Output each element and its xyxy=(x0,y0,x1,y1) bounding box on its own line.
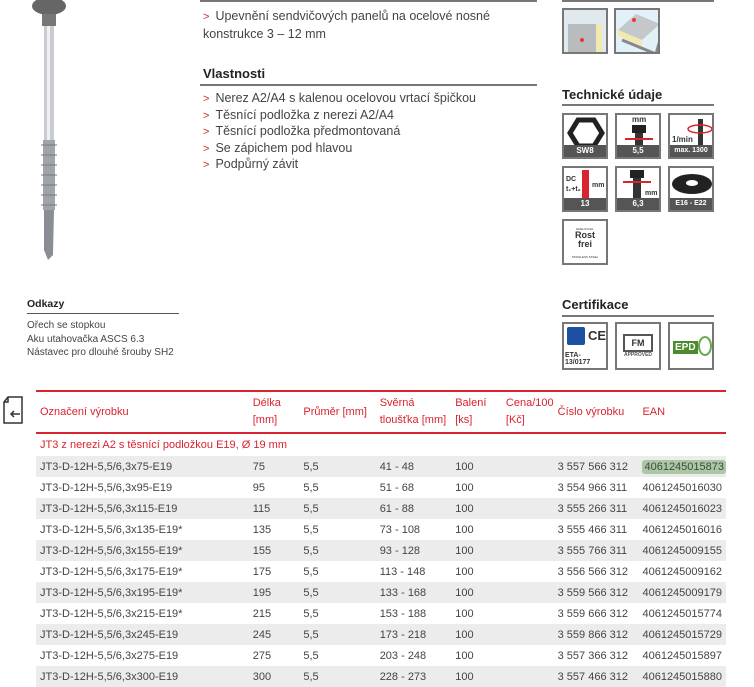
reference-link[interactable]: Nástavec pro dlouhé šrouby SH2 xyxy=(27,347,174,358)
column-header: EAN xyxy=(642,405,666,418)
column-header: Balení [ks] xyxy=(455,397,487,426)
ean-value: 4061245015873 xyxy=(644,460,724,473)
ean-value: 4061245015880 xyxy=(642,670,722,683)
table-cell xyxy=(451,498,502,519)
table-row[interactable] xyxy=(36,498,726,519)
cell-value: JT3-D-12H-5,5/6,3x175-E19* xyxy=(40,565,183,578)
cell-value: 3 559 566 312 xyxy=(557,586,628,599)
cell-value: JT3-D-12H-5,5/6,3x275-E19 xyxy=(40,649,179,662)
table-cell xyxy=(451,561,502,582)
certification-heading: Certifikace xyxy=(562,297,629,312)
washer-icon: E16 - E22 xyxy=(668,166,714,212)
table-cell xyxy=(451,603,502,624)
divider xyxy=(562,0,714,2)
cell-value: 95 xyxy=(252,481,265,494)
property-bullet: > Těsnící podložka z nerezi A2/A4 xyxy=(203,107,395,122)
screw-product-image xyxy=(25,0,75,262)
table-cell xyxy=(249,519,300,540)
cell-value: 3 555 766 311 xyxy=(557,544,628,557)
table-cell xyxy=(554,582,639,603)
cell-value: 228 - 273 xyxy=(379,670,427,683)
table-cell xyxy=(502,561,554,582)
cell-value: 75 xyxy=(252,460,265,473)
table-cell xyxy=(638,645,726,666)
cell-value: 3 559 666 312 xyxy=(557,607,628,620)
cell-value: 195 xyxy=(252,586,272,599)
table-cell xyxy=(502,498,554,519)
table-cell xyxy=(299,498,375,519)
table-cell xyxy=(299,519,375,540)
cell-value: JT3-D-12H-5,5/6,3x155-E19* xyxy=(40,544,183,557)
cell-value: 3 557 566 312 xyxy=(557,460,628,473)
table-cell xyxy=(502,540,554,561)
table-cell xyxy=(451,477,502,498)
cell-value: 203 - 248 xyxy=(379,649,427,662)
table-cell xyxy=(502,624,554,645)
table-cell xyxy=(554,645,639,666)
divider xyxy=(200,0,537,2)
table-row[interactable] xyxy=(36,624,726,645)
table-cell xyxy=(638,477,726,498)
table-cell xyxy=(554,603,639,624)
cell-value: 100 xyxy=(455,523,474,536)
table-cell xyxy=(36,582,249,603)
table-cell xyxy=(36,540,249,561)
table-cell xyxy=(554,498,639,519)
table-cell xyxy=(299,477,375,498)
cell-value: 3 556 566 312 xyxy=(557,565,628,578)
table-cell xyxy=(249,645,300,666)
cell-value: JT3-D-12H-5,5/6,3x245-E19 xyxy=(40,628,179,641)
table-cell xyxy=(249,603,300,624)
group-row xyxy=(36,433,726,456)
cell-value: JT3-D-12H-5,5/6,3x115-E19 xyxy=(40,502,178,515)
ean-value: 4061245009162 xyxy=(642,565,722,578)
table-cell xyxy=(451,624,502,645)
table-row[interactable] xyxy=(36,540,726,561)
table-cell xyxy=(376,477,452,498)
cell-value: 51 - 68 xyxy=(379,481,414,494)
cell-value: 3 557 466 312 xyxy=(557,670,628,683)
ean-value: 4061245016023 xyxy=(642,502,722,515)
cell-value: 5,5 xyxy=(303,670,319,683)
table-cell xyxy=(554,561,639,582)
table-cell xyxy=(638,456,726,477)
cell-value: 100 xyxy=(455,586,474,599)
cell-value: 5,5 xyxy=(303,565,319,578)
cell-value: 41 - 48 xyxy=(379,460,414,473)
cell-value: 173 - 218 xyxy=(379,628,427,641)
table-cell xyxy=(249,498,300,519)
table-cell xyxy=(376,519,452,540)
table-cell xyxy=(36,561,249,582)
cell-value: JT3-D-12H-5,5/6,3x75-E19 xyxy=(40,460,173,473)
table-cell xyxy=(376,645,452,666)
table-cell xyxy=(249,561,300,582)
cell-value: 100 xyxy=(455,502,474,515)
table-cell xyxy=(502,645,554,666)
cell-value: 100 xyxy=(455,565,474,578)
table-cell xyxy=(451,645,502,666)
cell-value: 61 - 88 xyxy=(379,502,414,515)
cell-value: 100 xyxy=(455,628,474,641)
table-cell xyxy=(376,582,452,603)
table-cell xyxy=(451,456,502,477)
table-row[interactable] xyxy=(36,477,726,498)
table-cell xyxy=(249,582,300,603)
reference-link[interactable]: Ořech se stopkou xyxy=(27,320,106,331)
divider xyxy=(27,313,179,314)
cell-value: 245 xyxy=(252,628,272,641)
cell-value: 3 555 466 311 xyxy=(557,523,628,536)
property-bullet: > Těsnící podložka předmontovaná xyxy=(203,124,401,138)
column-header: Délka [mm] xyxy=(252,397,281,426)
cell-value: 175 xyxy=(252,565,272,578)
property-bullet: > Nerez A2/A4 s kalenou ocelovou vrtací špičkou xyxy=(203,91,476,105)
properties-heading: Vlastnosti xyxy=(203,66,266,81)
cell-value: 3 554 966 311 xyxy=(557,481,628,494)
ean-value: 4061245016016 xyxy=(642,523,722,536)
table-cell xyxy=(451,582,502,603)
table-cell xyxy=(249,540,300,561)
cell-value: 100 xyxy=(455,649,474,662)
table-cell xyxy=(376,456,452,477)
cell-value: JT3-D-12H-5,5/6,3x95-E19 xyxy=(40,481,173,494)
table-cell xyxy=(638,561,726,582)
table-cell xyxy=(36,456,249,477)
thread-diameter-icon: mm 5,5 xyxy=(615,113,661,159)
cell-value: 155 xyxy=(252,544,272,557)
cell-value: 133 - 168 xyxy=(379,586,427,599)
table-cell xyxy=(451,540,502,561)
cell-value: 5,5 xyxy=(303,481,319,494)
ean-value: 4061245009155 xyxy=(642,544,722,557)
table-row[interactable] xyxy=(36,645,726,666)
cell-value: JT3-D-12H-5,5/6,3x135-E19* xyxy=(40,523,183,536)
table-cell xyxy=(376,540,452,561)
cell-value: 100 xyxy=(455,460,474,473)
cell-value: 3 557 366 312 xyxy=(557,649,628,662)
cell-value: 275 xyxy=(252,649,272,662)
ean-value: 4061245009179 xyxy=(642,586,722,599)
table-cell xyxy=(554,456,639,477)
table-cell xyxy=(299,561,375,582)
cell-value: 3 559 866 312 xyxy=(557,628,628,641)
ean-value: 4061245016030 xyxy=(642,481,722,494)
table-cell xyxy=(299,645,375,666)
cell-value: 5,5 xyxy=(303,460,319,473)
rostfrei-stainless-icon: EDELSTAHL Rost frei STAINLESS STEEL xyxy=(562,219,608,265)
reference-link[interactable]: Aku utahovačka ASCS 6.3 xyxy=(27,334,145,345)
cell-value: 5,5 xyxy=(303,523,319,536)
table-cell xyxy=(36,603,249,624)
table-cell xyxy=(36,519,249,540)
cell-value: 300 xyxy=(252,670,272,683)
ean-value: 4061245015729 xyxy=(642,628,722,641)
table-cell xyxy=(502,477,554,498)
table-cell xyxy=(299,540,375,561)
hex-drive-icon: SW8 xyxy=(562,113,608,159)
product-table xyxy=(36,390,726,687)
cell-value: 5,5 xyxy=(303,502,319,515)
table-header-row xyxy=(36,391,726,433)
table-row[interactable] xyxy=(36,603,726,624)
cell-value: 113 - 148 xyxy=(379,565,426,578)
table-cell xyxy=(299,456,375,477)
table-cell xyxy=(554,477,639,498)
column-header: Cena/100 [Kč] xyxy=(505,397,554,426)
table-cell xyxy=(638,540,726,561)
cell-value: 73 - 108 xyxy=(379,523,421,536)
cell-value: 93 - 128 xyxy=(379,544,421,557)
group-title: JT3 z nerezi A2 s těsnící podložkou E19, Ø 19 mm xyxy=(40,439,288,451)
table-cell xyxy=(638,498,726,519)
shank-diameter-icon: mm 6,3 xyxy=(615,166,661,212)
table-cell xyxy=(451,519,502,540)
table-cell xyxy=(502,603,554,624)
table-cell xyxy=(638,624,726,645)
cell-value: 3 555 266 311 xyxy=(557,502,628,515)
column-header: Číslo výrobku xyxy=(557,405,625,418)
technical-heading: Technické údaje xyxy=(562,87,663,102)
epd-icon: EPD xyxy=(668,322,714,370)
table-cell xyxy=(638,519,726,540)
table-cell xyxy=(376,498,452,519)
property-bullet: > Se zápichem pod hlavou xyxy=(203,140,353,155)
divider xyxy=(200,84,537,86)
table-cell xyxy=(638,603,726,624)
table-cell xyxy=(554,519,639,540)
divider xyxy=(562,315,714,317)
drilling-capacity-icon: DC t₁+t₂ mm 13 xyxy=(562,166,608,212)
application-wall-panel-icon xyxy=(562,8,608,54)
cell-value: 135 xyxy=(252,523,272,536)
references-heading: Odkazy xyxy=(27,298,65,310)
cell-value: 100 xyxy=(455,670,474,683)
ce-eta-icon: CE ETA-13/0177 xyxy=(562,322,608,370)
table-cell xyxy=(502,519,554,540)
cell-value: JT3-D-12H-5,5/6,3x215-E19* xyxy=(40,607,183,620)
table-cell xyxy=(249,477,300,498)
ean-value: 4061245015774 xyxy=(642,607,722,620)
fm-approved-icon: FM APPROVED xyxy=(615,322,661,370)
cell-value: 100 xyxy=(455,544,474,557)
table-cell xyxy=(554,540,639,561)
table-cell xyxy=(36,477,249,498)
column-header: Označení výrobku xyxy=(40,405,129,418)
cell-value: JT3-D-12H-5,5/6,3x195-E19* xyxy=(40,586,183,599)
table-cell xyxy=(554,624,639,645)
table-cell xyxy=(299,603,375,624)
property-bullet: > Podpůrný závit xyxy=(203,157,299,171)
table-row[interactable] xyxy=(36,456,726,477)
table-cell xyxy=(376,561,452,582)
cell-value: 215 xyxy=(252,607,272,620)
cell-value: 5,5 xyxy=(303,607,319,620)
table-row[interactable] xyxy=(36,582,726,603)
cell-value: 100 xyxy=(455,481,474,494)
divider xyxy=(562,104,714,106)
cell-value: 100 xyxy=(455,607,474,620)
table-cell xyxy=(249,456,300,477)
export-document-icon[interactable] xyxy=(2,396,24,424)
cell-value: JT3-D-12H-5,5/6,3x300-E19 xyxy=(40,670,179,683)
application-bullet: > Upevnění sendvičových panelů na ocelové nosné konstrukce 3 – 12 mm xyxy=(203,9,490,41)
table-cell xyxy=(376,624,452,645)
cell-value: 5,5 xyxy=(303,649,319,662)
cell-value: 153 - 188 xyxy=(379,607,427,620)
cell-value: 5,5 xyxy=(303,586,319,599)
column-header: Svěrná tloušťka [mm] xyxy=(379,397,447,426)
table-row[interactable] xyxy=(36,519,726,540)
ean-value: 4061245015897 xyxy=(642,649,722,662)
application-roof-panel-icon xyxy=(614,8,660,54)
table-cell xyxy=(36,498,249,519)
table-cell xyxy=(638,582,726,603)
cell-value: 115 xyxy=(252,502,271,515)
table-cell xyxy=(299,582,375,603)
rotation-speed-icon: 1/min max. 1300 xyxy=(668,113,714,159)
cell-value: 5,5 xyxy=(303,544,319,557)
table-cell xyxy=(376,603,452,624)
cell-value: 5,5 xyxy=(303,628,319,641)
table-cell xyxy=(249,624,300,645)
table-cell xyxy=(299,624,375,645)
column-header: Průměr [mm] xyxy=(303,405,367,418)
table-cell xyxy=(36,645,249,666)
table-row[interactable] xyxy=(36,561,726,582)
table-cell xyxy=(36,624,249,645)
table-cell xyxy=(502,582,554,603)
table-cell xyxy=(502,456,554,477)
